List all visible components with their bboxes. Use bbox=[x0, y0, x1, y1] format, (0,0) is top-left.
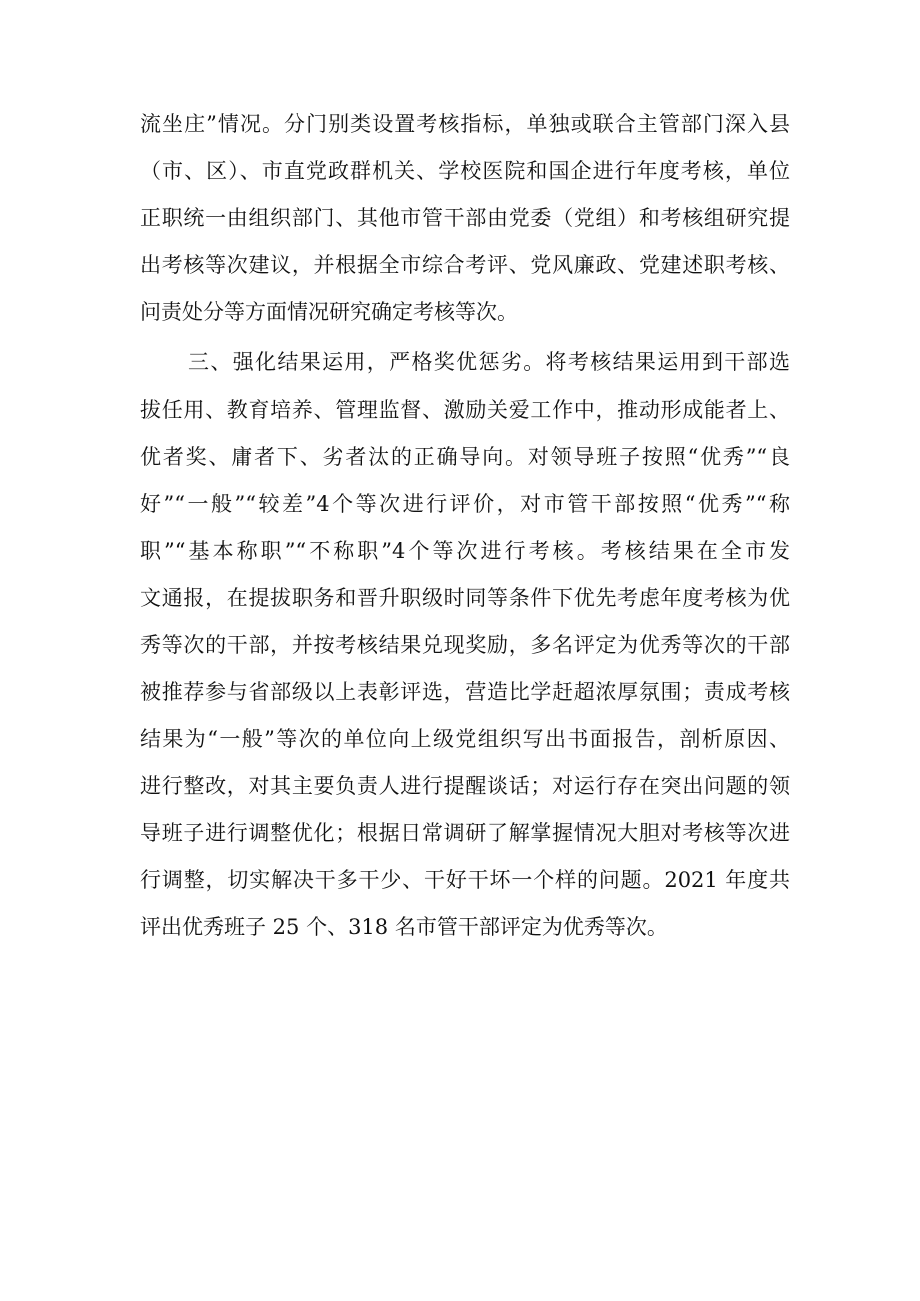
paragraph-2-line-9: 结果为“一般”等次的单位向上级党组织写出书面报告，剖析原因、 bbox=[140, 727, 790, 751]
paragraph-2-line-3: 优者奖、庸者下、劣者汰的正确导向。对领导班子按照“优秀”“良 bbox=[140, 445, 790, 469]
paragraph-2-line-11: 导班子进行调整优化；根据日常调研了解掌握情况大胆对考核等次进 bbox=[140, 821, 790, 845]
paragraph-1-line-4: 出考核等次建议，并根据全市综合考评、党风廉政、党建述职考核、 bbox=[140, 253, 790, 277]
paragraph-2-line-6: 文通报，在提拔职务和晋升职级时同等条件下优先考虑年度考核为优 bbox=[140, 586, 790, 610]
paragraph-2-line-1: 三、强化结果运用，严格奖优惩劣。将考核结果运用到干部选 bbox=[188, 350, 790, 374]
paragraph-1-line-5: 问责处分等方面情况研究确定考核等次。 bbox=[140, 300, 518, 324]
paragraph-2-line-4: 好”“一般”“较差”4个等次进行评价，对市管干部按照“优秀”“称 bbox=[140, 492, 790, 516]
paragraph-2-line-13: 评出优秀班子 25 个、318 名市管干部评定为优秀等次。 bbox=[140, 915, 668, 939]
paragraph-2-line-12: 行调整，切实解决干多干少、干好干坏一个样的问题。2021 年度共 bbox=[140, 868, 790, 892]
paragraph-2-line-7: 秀等次的干部，并按考核结果兑现奖励，多名评定为优秀等次的干部 bbox=[140, 633, 790, 657]
paragraph-1-line-1: 流坐庄”情况。分门别类设置考核指标，单独或联合主管部门深入县 bbox=[140, 112, 790, 136]
paragraph-1-line-2: （市、区）、市直党政群机关、学校医院和国企进行年度考核，单位 bbox=[140, 159, 790, 183]
paragraph-2-line-5: 职”“基本称职”“不称职”4个等次进行考核。考核结果在全市发 bbox=[140, 539, 790, 563]
paragraph-2-line-10: 进行整改，对其主要负责人进行提醒谈话；对运行存在突出问题的领 bbox=[140, 774, 790, 798]
paragraph-2-line-8: 被推荐参与省部级以上表彰评选，营造比学赶超浓厚氛围；责成考核 bbox=[140, 680, 790, 704]
paragraph-2-line-2: 拔任用、教育培养、管理监督、激励关爱工作中，推动形成能者上、 bbox=[140, 398, 790, 422]
paragraph-1-line-3: 正职统一由组织部门、其他市管干部由党委（党组）和考核组研究提 bbox=[140, 206, 790, 230]
